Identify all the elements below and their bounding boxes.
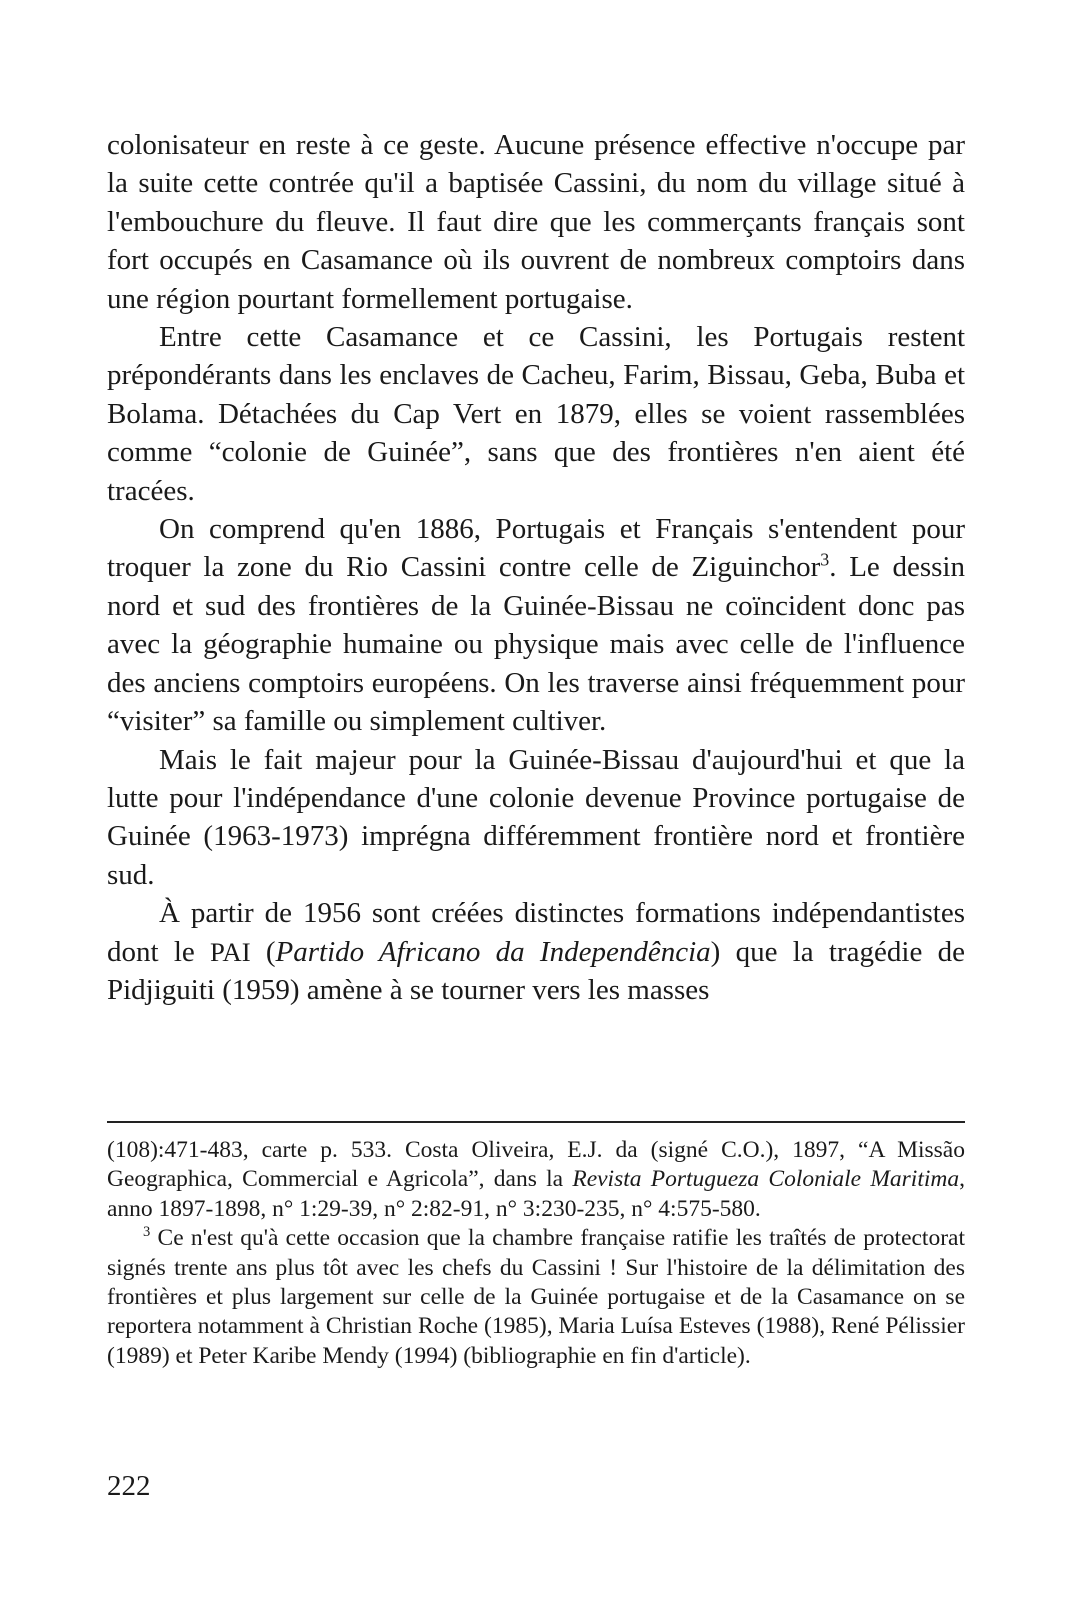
paragraph-4: Mais le fait majeur pour la Guinée-Bissau d'aujourd'hui et que la lutte pour l'indépendance d'une colonie devenue Province portugaise de Guinée (1963-1973) imprégna différemment frontière nord et frontière sud. xyxy=(107,743,965,891)
paragraph-3-text-a: On comprend qu'en 1886, Portugais et Français s'entendent pour troquer la zone du Rio Cassini contre celle de Ziguinchor xyxy=(107,513,965,584)
paragraph-5 xyxy=(107,894,965,1009)
footnote-3-text: Ce n'est qu'à cette occasion que la chambre française ratifie les traîtés de protectorat signés trente ans plus tôt avec les chefs du Cassini ! Sur l'histoire de la délimitation des frontières et plus largement sur celle de la Guinée portugaise et de la Casamance on se reportera notamment à Christian Roche (1985), Maria Luísa Esteves (1988), René Pélissier (1989) et Peter Karibe Mendy (1994) (bibliographie en fin d'article). xyxy=(107,1225,965,1369)
paragraph-5-text-b: ) que la tragédie de Pidjiguiti (1959) amène à se tourner vers les masses xyxy=(107,935,965,1006)
paragraph-1: colonisateur en reste à ce geste. Aucune présence effective n'occupe par la suite cette contrée qu'il a baptisée Cassini, du nom du village situé à l'embouchure du fleuve. Il faut dire que les commerçants français sont fort occupés en Casamance où ils ouvrent de nombreux comptoirs dans une région pourtant formellement portugaise. xyxy=(107,129,965,315)
paragraph-5-open-paren: ( xyxy=(250,935,276,968)
footnote-3 xyxy=(107,1224,965,1371)
footnote-ref-3[interactable]: 3 xyxy=(820,549,830,570)
paragraph-2: Entre cette Casamance et ce Cassini, les Portugais restent prépondérants dans les enclaves de Cacheu, Farim, Bissau, Geba, Buba et Bolama. Détachées du Cap Vert en 1879, elles se voient rassemblées comme “colonie de Guinée”, sans que des frontières n'en aient été tracées. xyxy=(107,321,965,507)
paragraph-5-text-a: À partir de 1956 sont créées distinctes formations indépendantistes dont le xyxy=(107,897,965,968)
footnote-divider xyxy=(107,1121,965,1123)
main-text xyxy=(107,126,965,1009)
footnote-journal-title: Revista Portugueza Coloniale Maritima xyxy=(572,1166,960,1193)
page-number: 222 xyxy=(107,1470,151,1502)
party-name-italic: Partido Africano da Independência xyxy=(275,935,711,968)
paragraph-3 xyxy=(107,510,965,740)
footnote-3-number: 3 xyxy=(143,1224,151,1241)
footnote-continued-text-a: (108):471-483, carte p. 533. Costa Oliveira, E.J. da (signé C.O.), 1897, “A Missão Geographica, Commercial e Agricola”, dans la xyxy=(107,1137,965,1193)
acronym-pai: PAI xyxy=(210,936,251,967)
footnotes xyxy=(107,1136,965,1371)
paragraph-3-text-b: . Le dessin nord et sud des frontières de la Guinée-Bissau ne coïncident donc pas avec la géographie humaine ou physique mais avec celle de l'influence des anciens comptoirs européens. On les traverse ainsi fréquemment pour “visiter” sa famille ou simplement cultiver. xyxy=(107,551,965,738)
footnote-continued-text-b: , anno 1897-1898, n° 1:29-39, n° 2:82-91, n° 3:230-235, n° 4:575-580. xyxy=(107,1166,965,1222)
page-body xyxy=(107,126,965,1009)
footnote-continued xyxy=(107,1136,965,1224)
